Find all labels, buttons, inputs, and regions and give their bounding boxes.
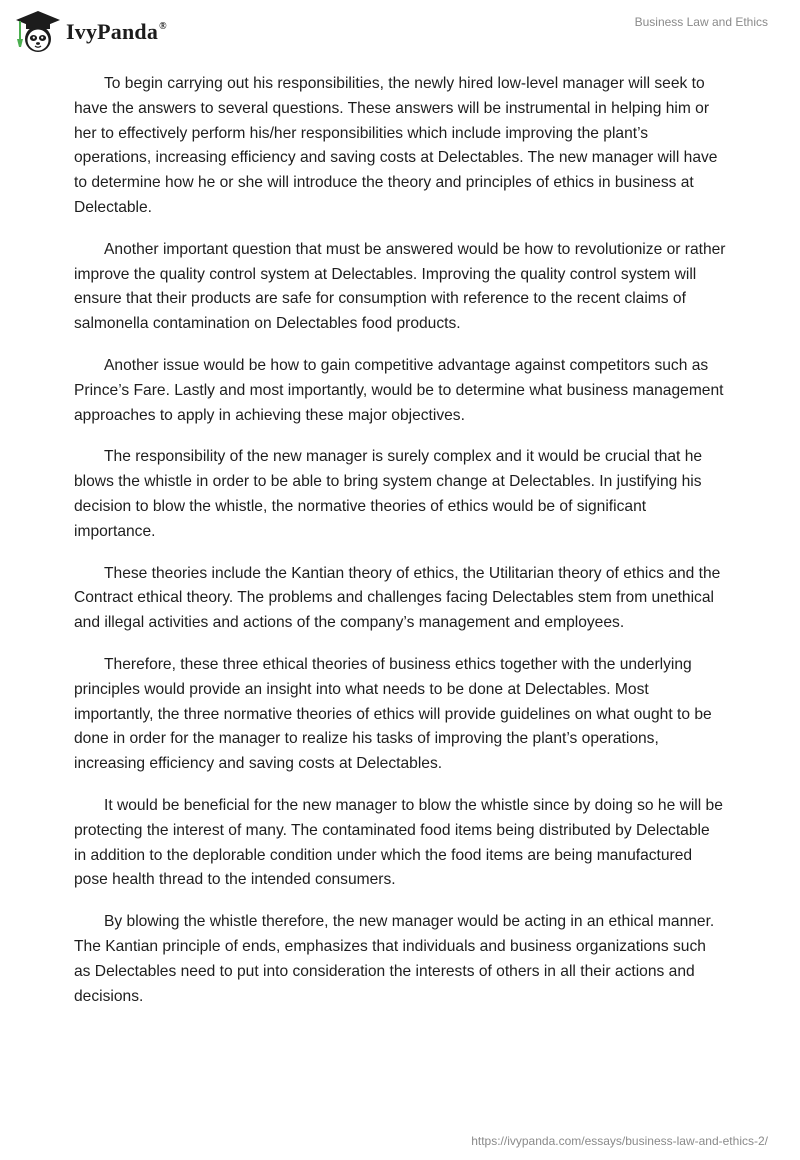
ivypanda-logo[interactable] [14,8,167,56]
document-title: Business Law and Ethics [634,15,768,29]
registered-mark: ® [159,21,167,32]
paragraph: By blowing the whistle therefore, the new manager would be acting in an ethical manner. The Kantian principle of ends, emphasizes that individuals and business organizations such as Delectables need to put into consideration the interests of others in all their actions and decisions. [74,913,715,1005]
paragraph: Therefore, these three ethical theories of business ethics together with the underlying principles would provide an insight into what needs to be done at Delectables. Most importantly, the three normative theories of ethics will provide guidelines on what ought to be done in order for the manager to realize his tasks of improving the plant’s operations, increasing efficiency and saving costs at Delectables. [74,655,712,773]
paragraph: To begin carrying out his responsibilities, the newly hired low-level manager will seek to have the answers to several questions. These answers will be instrumental in helping him or her to effectively perform his/her responsibilities which include improving the plant’s operations, increasing efficiency and saving costs at Delectables. The new manager will have to determine how he or she will introduce the theory and principles of ethics in business at Delectable. [74,75,718,216]
paragraph: It would be beneficial for the new manager to blow the whistle since by doing so he will be protecting the interest of many. The contaminated food items being distributed by Delectable in addition to the deplorable condition under which the food items are being manufactured pose health thread to the intended consumers. [74,796,723,889]
essay-body [74,72,726,1026]
panda-graduation-cap-icon [14,9,62,55]
paragraph: Another issue would be how to gain competitive advantage against competitors such as Prince’s Fare. Lastly and most importantly, would be to determine what business management approaches to apply in achieving these major objectives. [74,356,724,424]
paragraph: The responsibility of the new manager is surely complex and it would be crucial that he blows the whistle in order to be able to bring system change at Delectables. In justifying his decision to blow the whistle, the normative theories of ethics would be of significant importance. [74,448,703,540]
source-url[interactable]: https://ivypanda.com/essays/business-law-and-ethics-2/ [471,1134,768,1148]
brand-name-text: IvyPanda [66,19,159,44]
page-header [0,0,800,64]
brand-name [66,19,167,45]
paragraph: Another important question that must be answered would be how to revolutionize or rather improve the quality control system at Delectables. Improving the quality control system will ensure that their products are safe for consumption with reference to the recent claims of salmonella contamination on Delectables food products. [74,240,726,333]
paragraph: These theories include the Kantian theory of ethics, the Utilitarian theory of ethics and the Contract ethical theory. The problems and challenges facing Delectables stem from unethical and illegal activities and actions of the company’s management and employees. [74,564,721,632]
